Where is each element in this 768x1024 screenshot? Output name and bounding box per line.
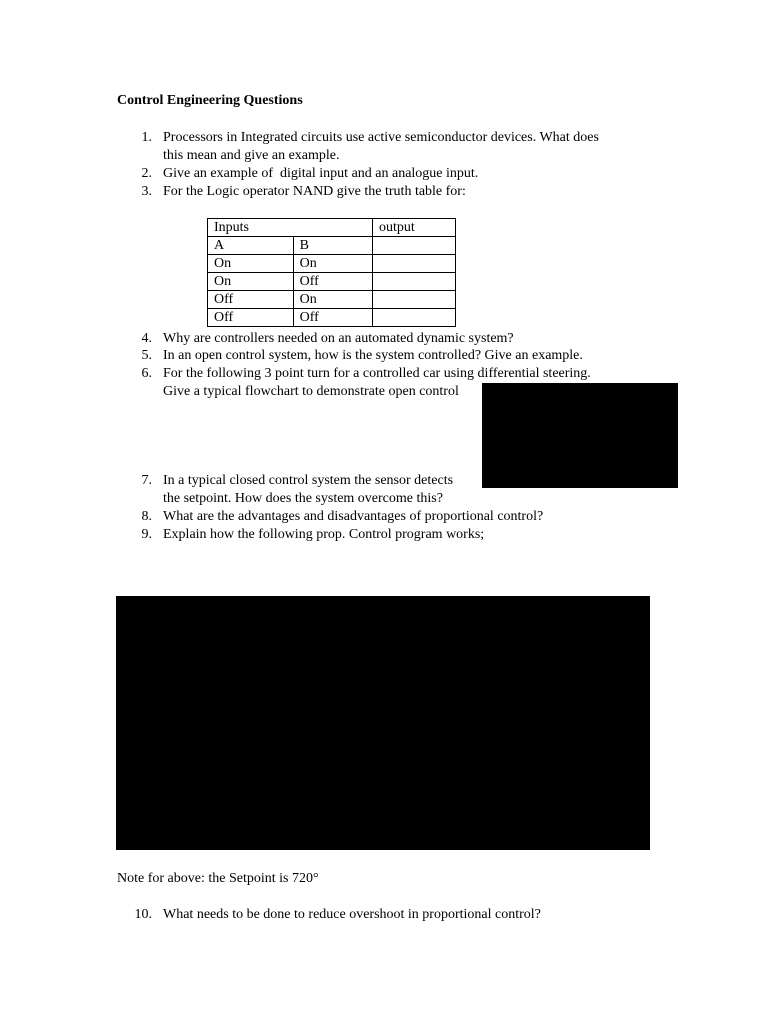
table-cell: On [208, 255, 294, 273]
question-number: 5. [141, 348, 152, 363]
redacted-region-program [116, 596, 650, 850]
header-output: output [373, 219, 456, 237]
question-text: Give an example of digital input and an analogue input. [163, 166, 479, 181]
question-text: What are the advantages and disadvantages of proportional control? [163, 509, 544, 524]
question-number: 3. [141, 184, 152, 199]
table-header-row [208, 219, 456, 237]
table-row [208, 273, 456, 291]
question-number: 10. [134, 907, 152, 922]
table-cell: Off [208, 309, 294, 327]
header-inputs: Inputs [208, 219, 373, 237]
table-cell: On [208, 273, 294, 291]
table-subheader-row [208, 237, 456, 255]
page-title: Control Engineering Questions [117, 93, 303, 108]
subheader-b: B [293, 237, 372, 255]
table-cell [373, 291, 456, 309]
table-cell: On [293, 291, 372, 309]
question-text: Explain how the following prop. Control program works; [163, 527, 485, 542]
table-row [208, 291, 456, 309]
table-cell [373, 273, 456, 291]
table-cell: Off [293, 309, 372, 327]
table-cell [373, 255, 456, 273]
truth-table [207, 218, 456, 327]
table-cell: On [293, 255, 372, 273]
question-number: 7. [141, 473, 152, 488]
table-row [208, 255, 456, 273]
question-text: In a typical closed control system the sensor detects the setpoint. How does the system overcome this? [163, 473, 454, 506]
table-row [208, 309, 456, 327]
subheader-a: A [208, 237, 294, 255]
question-text: What needs to be done to reduce overshoot in proportional control? [163, 907, 541, 922]
question-text: For the Logic operator NAND give the truth table for: [163, 184, 466, 199]
table-cell: Off [293, 273, 372, 291]
table-cell: Off [208, 291, 294, 309]
question-text: Processors in Integrated circuits use active semiconductor devices. What does this mean and give an example. [163, 130, 599, 163]
question-text: In an open control system, how is the system controlled? Give an example. [163, 348, 583, 363]
question-number: 6. [141, 366, 152, 381]
setpoint-note: Note for above: the Setpoint is 720° [117, 871, 319, 886]
subheader-output [373, 237, 456, 255]
question-number: 2. [141, 166, 152, 181]
question-number: 8. [141, 509, 152, 524]
question-number: 1. [141, 130, 152, 145]
question-text: For the following 3 point turn for a controlled car using differential steering. Give a typical flowchart to demonstrate open control [163, 366, 591, 399]
question-number: 9. [141, 527, 152, 542]
question-number: 4. [141, 331, 152, 346]
redacted-region-flowchart [482, 383, 678, 488]
table-cell [373, 309, 456, 327]
question-text: Why are controllers needed on an automated dynamic system? [163, 331, 514, 346]
